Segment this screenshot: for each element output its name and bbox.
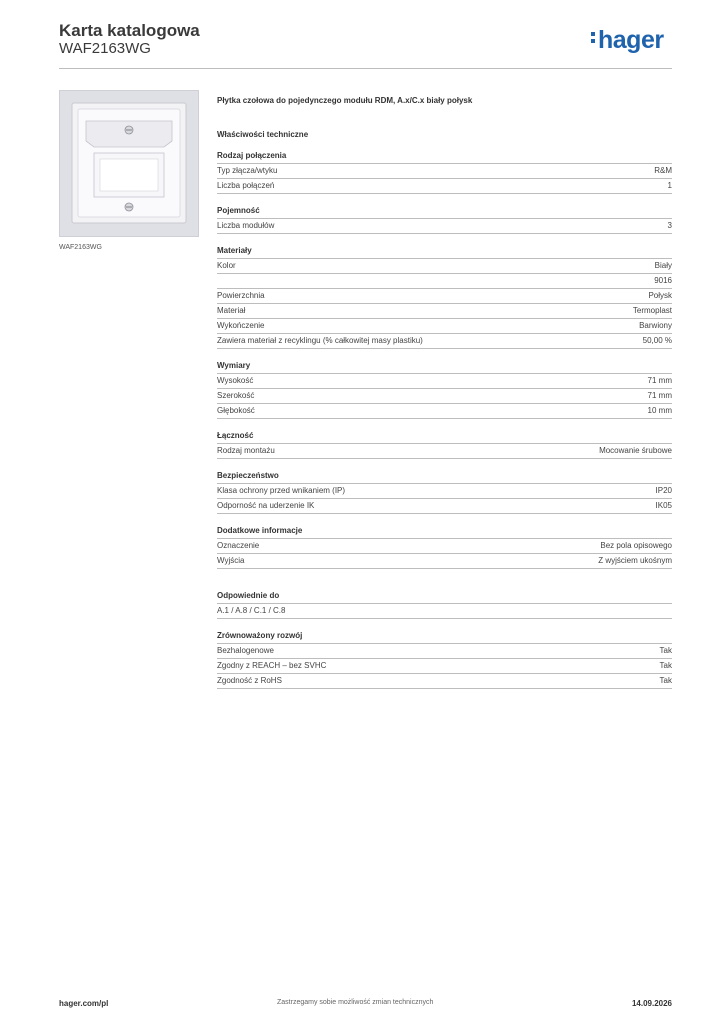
product-code: WAF2163WG xyxy=(59,40,151,57)
spec-value: Z wyjściem ukośnym xyxy=(598,556,672,565)
product-image-caption: WAF2163WG xyxy=(59,244,102,251)
spec-section xyxy=(217,591,672,619)
section-title: Materiały xyxy=(217,246,672,259)
footer-disclaimer: Zastrzegamy sobie możliwość zmian technicznych xyxy=(277,999,434,1006)
spec-value: Tak xyxy=(659,676,672,685)
spec-section xyxy=(217,206,672,234)
spec-label: Powierzchnia xyxy=(217,291,265,300)
spec-section xyxy=(217,151,672,194)
spec-value: 3 xyxy=(667,221,672,230)
section-title: Łączność xyxy=(217,431,672,444)
spec-section xyxy=(217,631,672,689)
spec-value: 71 mm xyxy=(647,391,672,400)
hager-logo[interactable] xyxy=(591,28,664,53)
spec-value: 9016 xyxy=(654,276,672,285)
spec-value: Biały xyxy=(654,261,672,270)
spec-row xyxy=(217,274,672,289)
section-title: Bezpieczeństwo xyxy=(217,471,672,484)
spec-row xyxy=(217,604,672,619)
section-title: Odpowiednie do xyxy=(217,591,672,604)
spec-value: Połysk xyxy=(648,291,672,300)
spec-row xyxy=(217,219,672,234)
spec-row xyxy=(217,554,672,569)
spec-label: Typ złącza/wtyku xyxy=(217,166,278,175)
spec-row xyxy=(217,179,672,194)
logo-colon-mark xyxy=(591,29,596,46)
footer-date: 14.09.2026 xyxy=(631,999,672,1008)
spec-value: Mocowanie śrubowe xyxy=(599,446,672,455)
spec-row xyxy=(217,289,672,304)
spec-row xyxy=(217,164,672,179)
faceplate-illustration xyxy=(60,91,198,236)
spec-value: IK05 xyxy=(655,501,672,510)
spec-value: 50,00 % xyxy=(642,336,672,345)
section-title: Rodzaj połączenia xyxy=(217,151,672,164)
spec-value: Tak xyxy=(659,661,672,670)
content-column xyxy=(217,96,672,689)
spec-label: Klasa ochrony przed wnikaniem (IP) xyxy=(217,486,346,495)
spec-label: Wykończenie xyxy=(217,321,265,330)
logo-text: hager xyxy=(598,26,664,54)
spec-row xyxy=(217,659,672,674)
spec-label: Liczba modułów xyxy=(217,221,275,230)
spec-label: Zawiera materiał z recyklingu (% całkowitej masy plastiku) xyxy=(217,336,423,345)
section-title: Zrównoważony rozwój xyxy=(217,631,672,644)
page-title: Karta katalogowa xyxy=(59,21,200,40)
spec-label: Głębokość xyxy=(217,406,255,415)
spec-value: Tak xyxy=(659,646,672,655)
spec-label: Liczba połączeń xyxy=(217,181,275,190)
spec-row xyxy=(217,674,672,689)
spec-value: Barwiony xyxy=(639,321,672,330)
spec-row xyxy=(217,499,672,514)
footer-website[interactable]: hager.com/pl xyxy=(59,999,109,1008)
spec-row xyxy=(217,319,672,334)
section-title: Wymiary xyxy=(217,361,672,374)
spec-value: Termoplast xyxy=(632,306,672,315)
spec-row xyxy=(217,444,672,459)
tech-properties-title: Właściwości techniczne xyxy=(217,130,309,139)
header-divider xyxy=(59,68,672,69)
spec-row xyxy=(217,484,672,499)
spec-sections xyxy=(217,151,672,689)
spec-label: Wysokość xyxy=(217,376,254,385)
spec-label: Zgodność z RoHS xyxy=(217,676,282,685)
spec-section xyxy=(217,246,672,349)
section-title: Pojemność xyxy=(217,206,672,219)
product-image xyxy=(59,90,199,237)
spec-row xyxy=(217,259,672,274)
product-description: Płytka czołowa do pojedynczego modułu RDM, A.x/C.x biały połysk xyxy=(217,96,473,105)
spec-label: Zgodny z REACH – bez SVHC xyxy=(217,661,327,670)
spec-value: 1 xyxy=(667,181,672,190)
spec-row xyxy=(217,389,672,404)
spec-label: Oznaczenie xyxy=(217,541,260,550)
spec-row xyxy=(217,404,672,419)
spec-label: Materiał xyxy=(217,306,246,315)
spec-value: IP20 xyxy=(655,486,672,495)
spec-section xyxy=(217,361,672,419)
spec-row xyxy=(217,539,672,554)
spec-row xyxy=(217,644,672,659)
spec-section xyxy=(217,431,672,459)
spec-value: R&M xyxy=(654,166,672,175)
spec-label: Bezhalogenowe xyxy=(217,646,274,655)
spec-label: A.1 / A.8 / C.1 / C.8 xyxy=(217,606,286,615)
spec-label: Odporność na uderzenie IK xyxy=(217,501,315,510)
spec-row xyxy=(217,374,672,389)
spec-row xyxy=(217,304,672,319)
spec-row xyxy=(217,334,672,349)
spec-value: 71 mm xyxy=(647,376,672,385)
spec-label: Rodzaj montażu xyxy=(217,446,275,455)
spec-section xyxy=(217,471,672,514)
spec-label: Wyjścia xyxy=(217,556,245,565)
spec-label: Kolor xyxy=(217,261,236,270)
spec-section xyxy=(217,526,672,569)
spec-value: 10 mm xyxy=(647,406,672,415)
spec-value: Bez pola opisowego xyxy=(600,541,672,550)
spec-label: Szerokość xyxy=(217,391,255,400)
section-title: Dodatkowe informacje xyxy=(217,526,672,539)
